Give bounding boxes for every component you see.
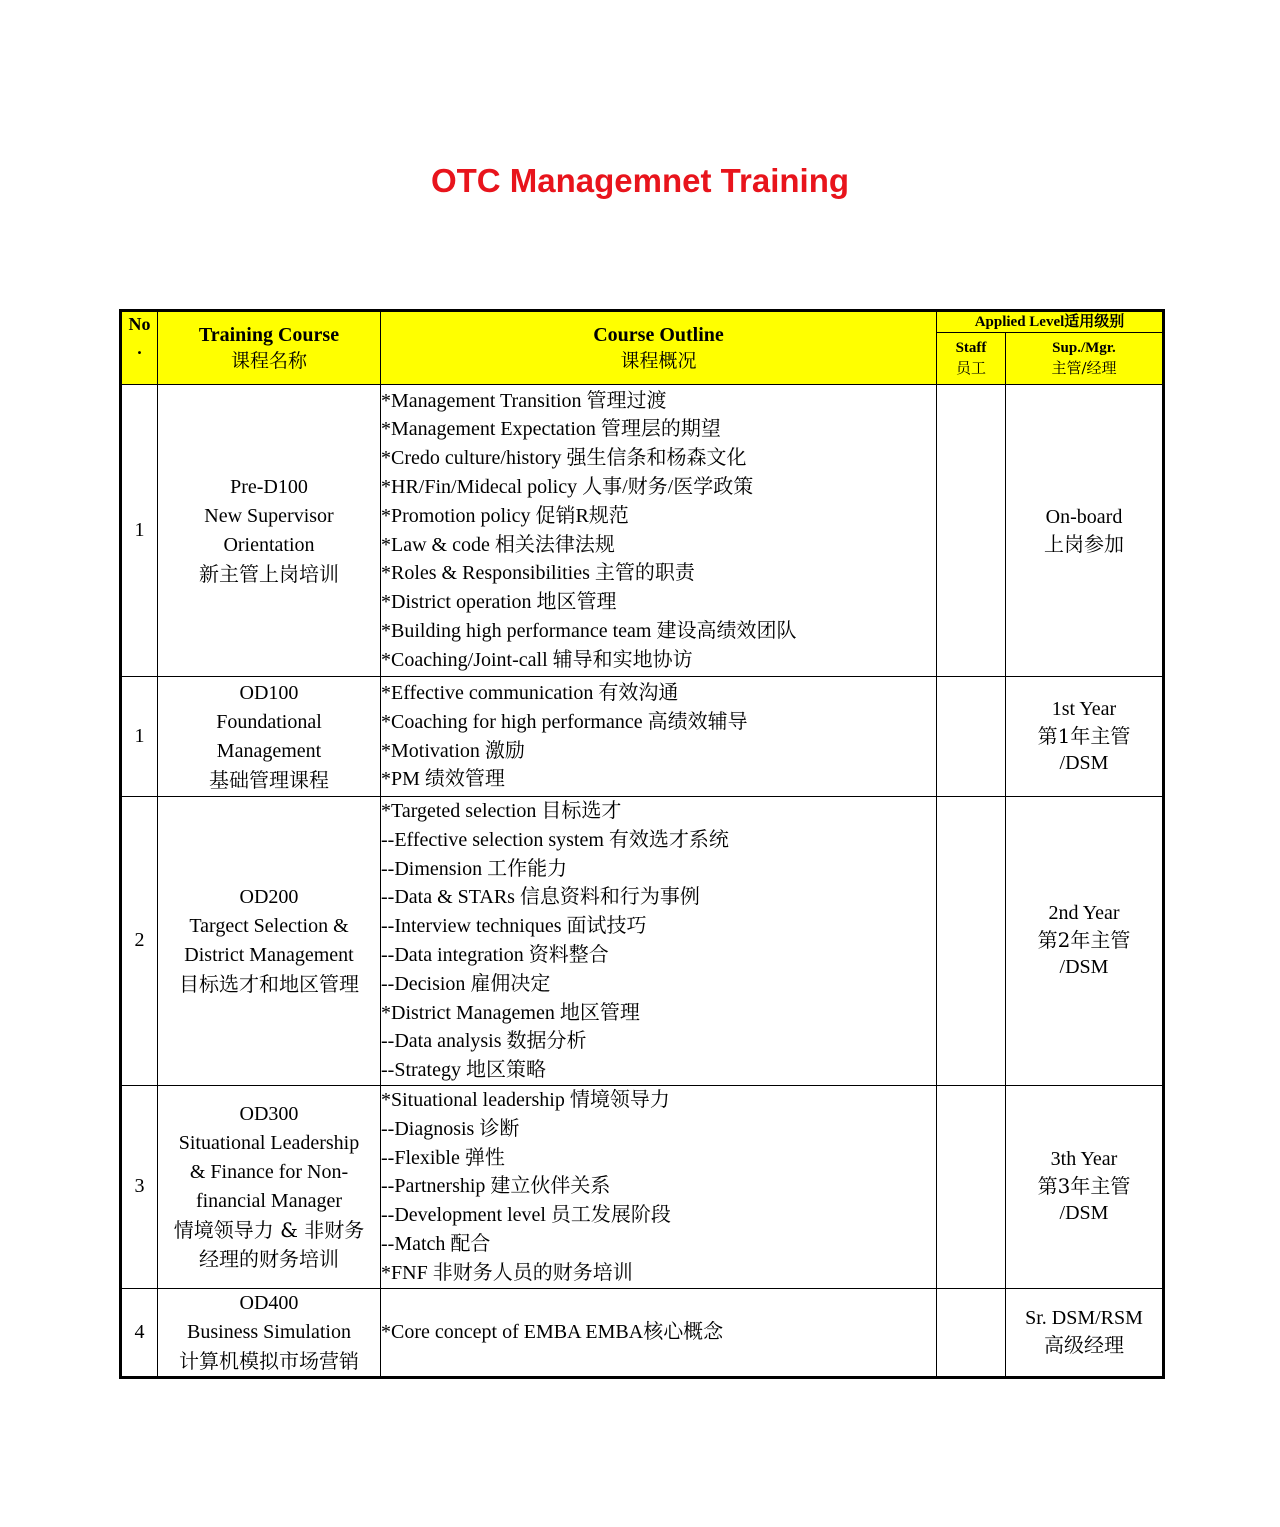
header-sup-mgr xyxy=(1006,333,1164,385)
header-course-outline xyxy=(381,311,937,385)
course-line: 基础管理课程 xyxy=(209,767,329,792)
course-outline xyxy=(381,385,937,677)
staff-cell xyxy=(937,797,1006,1086)
level-line: /DSM xyxy=(1059,956,1109,979)
course-line: 经理的财务培训 xyxy=(199,1246,339,1271)
course-name xyxy=(158,1288,381,1377)
course-line: Management xyxy=(216,739,322,762)
table-row xyxy=(121,677,1164,797)
level-line: 第3年主管 xyxy=(1037,1174,1131,1199)
staff-cell xyxy=(937,1288,1006,1377)
outline-line: --Dimension 工作能力 xyxy=(381,857,568,880)
header-staff-cn: 员工 xyxy=(955,359,986,377)
course-name xyxy=(158,677,381,797)
outline-line: *Core concept of EMBA EMBA核心概念 xyxy=(381,1320,724,1343)
course-outline xyxy=(381,677,937,797)
outline-line: --Partnership 建立伙伴关系 xyxy=(381,1175,611,1198)
course-line: OD400 xyxy=(239,1291,299,1314)
table-row xyxy=(121,385,1164,677)
outline-line: --Flexible 弹性 xyxy=(381,1146,505,1169)
outline-line: *HR/Fin/Midecal policy 人事/财务/医学政策 xyxy=(381,475,754,498)
course-line: OD100 xyxy=(239,681,299,704)
row-number: 1 xyxy=(121,385,158,677)
course-line: Foundational xyxy=(216,710,322,733)
outline-line: *Management Transition 管理过渡 xyxy=(381,389,667,412)
outline-line: *Law & code 相关法律法规 xyxy=(381,533,615,556)
outline-line: --Development level 员工发展阶段 xyxy=(381,1204,671,1227)
outline-line: *Motivation 激励 xyxy=(381,739,525,762)
outline-line: --Decision 雇佣决定 xyxy=(381,972,551,995)
outline-line: --Strategy 地区策略 xyxy=(381,1059,546,1082)
level-cell xyxy=(1006,1085,1164,1288)
course-name xyxy=(158,1085,381,1288)
outline-line: *Roles & Responsibilities 主管的职责 xyxy=(381,562,695,585)
course-line: Situational Leadership xyxy=(178,1131,360,1154)
level-cell xyxy=(1006,677,1164,797)
course-name xyxy=(158,797,381,1086)
outline-line: *Credo culture/history 强生信条和杨森文化 xyxy=(381,447,747,470)
outline-line: *PM 绩效管理 xyxy=(381,768,505,791)
course-line: OD200 xyxy=(239,885,299,908)
header-staff-en: Staff xyxy=(955,340,987,356)
outline-line: --Interview techniques 面试技巧 xyxy=(381,915,647,938)
table-row xyxy=(121,1085,1164,1288)
course-line: New Supervisor xyxy=(204,504,334,527)
header-outline-cn: 课程概况 xyxy=(620,350,697,372)
course-line: 新主管上岗培训 xyxy=(199,561,339,586)
level-line: Sr. DSM/RSM xyxy=(1025,1307,1143,1330)
header-course-cn: 课程名称 xyxy=(230,350,307,372)
course-line: 目标选才和地区管理 xyxy=(179,971,359,996)
page-title: OTC Managemnet Training xyxy=(430,162,850,199)
level-cell xyxy=(1006,1288,1164,1377)
header-no xyxy=(121,311,158,385)
course-line: Business Simulation xyxy=(187,1320,351,1343)
staff-cell xyxy=(937,677,1006,797)
row-number: 4 xyxy=(121,1288,158,1377)
outline-line: --Effective selection system 有效选才系统 xyxy=(381,828,729,851)
outline-line: *District operation 地区管理 xyxy=(381,591,617,614)
level-line: 第2年主管 xyxy=(1037,928,1131,953)
header-sup-cn: 主管/经理 xyxy=(1051,359,1117,377)
level-cell xyxy=(1006,797,1164,1086)
outline-line: *Building high performance team 建设高绩效团队 xyxy=(381,619,797,642)
course-outline xyxy=(381,1085,937,1288)
header-staff xyxy=(937,333,1006,385)
staff-cell xyxy=(937,385,1006,677)
outline-line: *Coaching for high performance 高绩效辅导 xyxy=(381,710,748,733)
outline-line: --Data analysis 数据分析 xyxy=(381,1030,587,1053)
outline-line: *Targeted selection 目标选才 xyxy=(381,800,622,822)
outline-line: --Data & STARs 信息资料和行为事例 xyxy=(381,886,700,909)
row-number: 2 xyxy=(121,797,158,1086)
outline-line: *Promotion policy 促销R规范 xyxy=(381,504,629,527)
header-sup-en: Sup./Mgr. xyxy=(1052,340,1116,356)
outline-line: *FNF 非财务人员的财务培训 xyxy=(381,1261,633,1284)
training-table xyxy=(119,309,1165,1379)
course-line: 情境领导力 & 非财务 xyxy=(173,1217,365,1242)
course-line: Targect Selection & xyxy=(189,914,349,937)
level-line: 上岗参加 xyxy=(1044,531,1124,556)
outline-line: *Management Expectation 管理层的期望 xyxy=(381,418,721,441)
level-line: /DSM xyxy=(1059,1202,1109,1225)
header-course-en: Training Course xyxy=(198,324,340,346)
outline-line: --Diagnosis 诊断 xyxy=(381,1117,520,1140)
course-line: financial Manager xyxy=(195,1189,343,1212)
course-outline xyxy=(381,1288,937,1377)
staff-cell xyxy=(937,1085,1006,1288)
outline-line: *Situational leadership 情境领导力 xyxy=(381,1088,670,1111)
header-training-course xyxy=(158,311,381,385)
table-row xyxy=(121,1288,1164,1377)
level-line: 3th Year xyxy=(1050,1148,1118,1171)
header-applied-level: Applied Level适用级别 xyxy=(937,311,1164,333)
outline-line: --Match 配合 xyxy=(381,1232,491,1255)
course-line: District Management xyxy=(184,943,354,966)
level-line: 1st Year xyxy=(1051,698,1117,720)
course-line: Orientation xyxy=(223,533,315,556)
level-line: /DSM xyxy=(1059,752,1109,774)
header-outline-en: Course Outline xyxy=(593,324,724,346)
outline-line: *Coaching/Joint-call 辅导和实地协访 xyxy=(381,648,693,671)
course-outline xyxy=(381,797,937,1086)
level-line: 高级经理 xyxy=(1044,1333,1124,1358)
level-line: 2nd Year xyxy=(1048,902,1120,925)
level-cell xyxy=(1006,385,1164,677)
row-number: 3 xyxy=(121,1085,158,1288)
course-line: Pre-D100 xyxy=(230,475,308,498)
level-line: 第1年主管 xyxy=(1037,724,1131,748)
outline-line: --Data integration 资料整合 xyxy=(381,943,609,966)
course-line: & Finance for Non- xyxy=(189,1160,349,1183)
row-number: 1 xyxy=(121,677,158,797)
outline-line: *District Managemen 地区管理 xyxy=(381,1001,640,1024)
course-line: 计算机模拟市场营销 xyxy=(179,1348,359,1373)
outline-line: *Effective communication 有效沟通 xyxy=(381,681,679,704)
table-row xyxy=(121,797,1164,1086)
level-line: On-board xyxy=(1045,505,1123,528)
course-name xyxy=(158,385,381,677)
course-line: OD300 xyxy=(239,1102,299,1125)
header-no-dot: . xyxy=(137,338,142,358)
header-no-label: No xyxy=(128,314,151,334)
